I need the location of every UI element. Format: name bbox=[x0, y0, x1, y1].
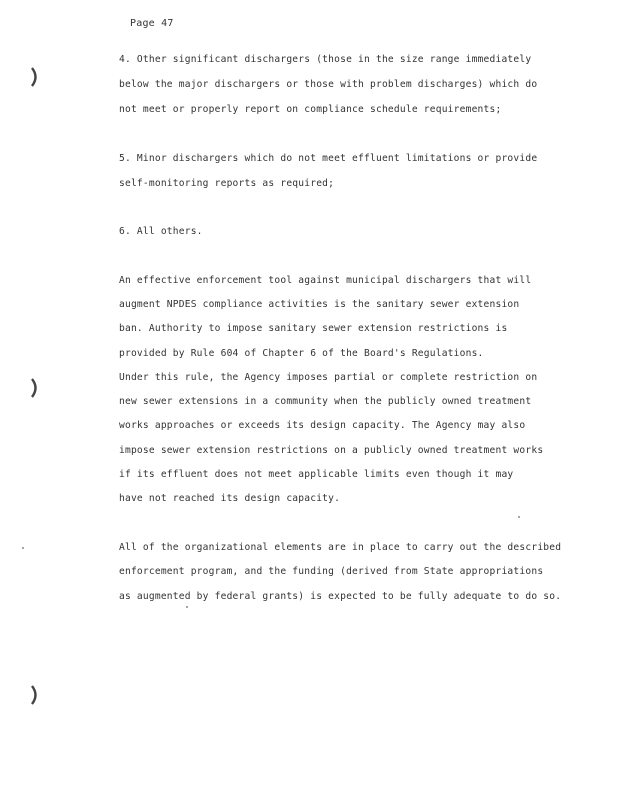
list-item-4-line-2: below the major dischargers or those with problem discharges) which do bbox=[119, 79, 538, 90]
organization-paragraph-line-2: enforcement program, and the funding (derived from State appropriations bbox=[119, 566, 544, 577]
binder-hole-mark-top bbox=[30, 66, 40, 88]
binder-hole-mark-bottom bbox=[30, 684, 40, 706]
list-item-5-line-1: 5. Minor dischargers which do not meet effluent limitations or provide bbox=[119, 153, 538, 164]
enforcement-paragraph-line-2: augment NPDES compliance activities is the sanitary sewer extension bbox=[119, 299, 520, 310]
list-item-6-line-1: 6. All others. bbox=[119, 226, 203, 237]
page-number: Page 47 bbox=[130, 18, 174, 29]
binder-hole-mark-middle bbox=[30, 377, 40, 399]
scan-speck bbox=[186, 606, 188, 608]
enforcement-paragraph-line-4: provided by Rule 604 of Chapter 6 of the Board's Regulations. bbox=[119, 348, 484, 359]
organization-paragraph-line-3: as augmented by federal grants) is expected to be fully adequate to do so. bbox=[119, 591, 562, 602]
enforcement-paragraph-line-1: An effective enforcement tool against municipal dischargers that will bbox=[119, 275, 532, 286]
list-item-5-line-2: self-monitoring reports as required; bbox=[119, 178, 335, 189]
scan-speck bbox=[518, 516, 520, 518]
enforcement-paragraph-line-7: works approaches or exceeds its design capacity. The Agency may also bbox=[119, 420, 526, 431]
list-item-4-line-1: 4. Other significant dischargers (those in the size range immediately bbox=[119, 54, 532, 65]
enforcement-paragraph-line-8: impose sewer extension restrictions on a publicly owned treatment works bbox=[119, 445, 544, 456]
list-item-4-line-3: not meet or properly report on compliance schedule requirements; bbox=[119, 104, 502, 115]
enforcement-paragraph-line-5: Under this rule, the Agency imposes partial or complete restriction on bbox=[119, 372, 538, 383]
enforcement-paragraph-line-10: have not reached its design capacity. bbox=[119, 493, 341, 504]
scan-speck bbox=[22, 547, 24, 549]
enforcement-paragraph-line-3: ban. Authority to impose sanitary sewer extension restrictions is bbox=[119, 323, 508, 334]
enforcement-paragraph-line-9: if its effluent does not meet applicable limits even though it may bbox=[119, 469, 514, 480]
organization-paragraph-line-1: All of the organizational elements are in place to carry out the described bbox=[119, 542, 562, 553]
enforcement-paragraph-line-6: new sewer extensions in a community when the publicly owned treatment bbox=[119, 396, 532, 407]
